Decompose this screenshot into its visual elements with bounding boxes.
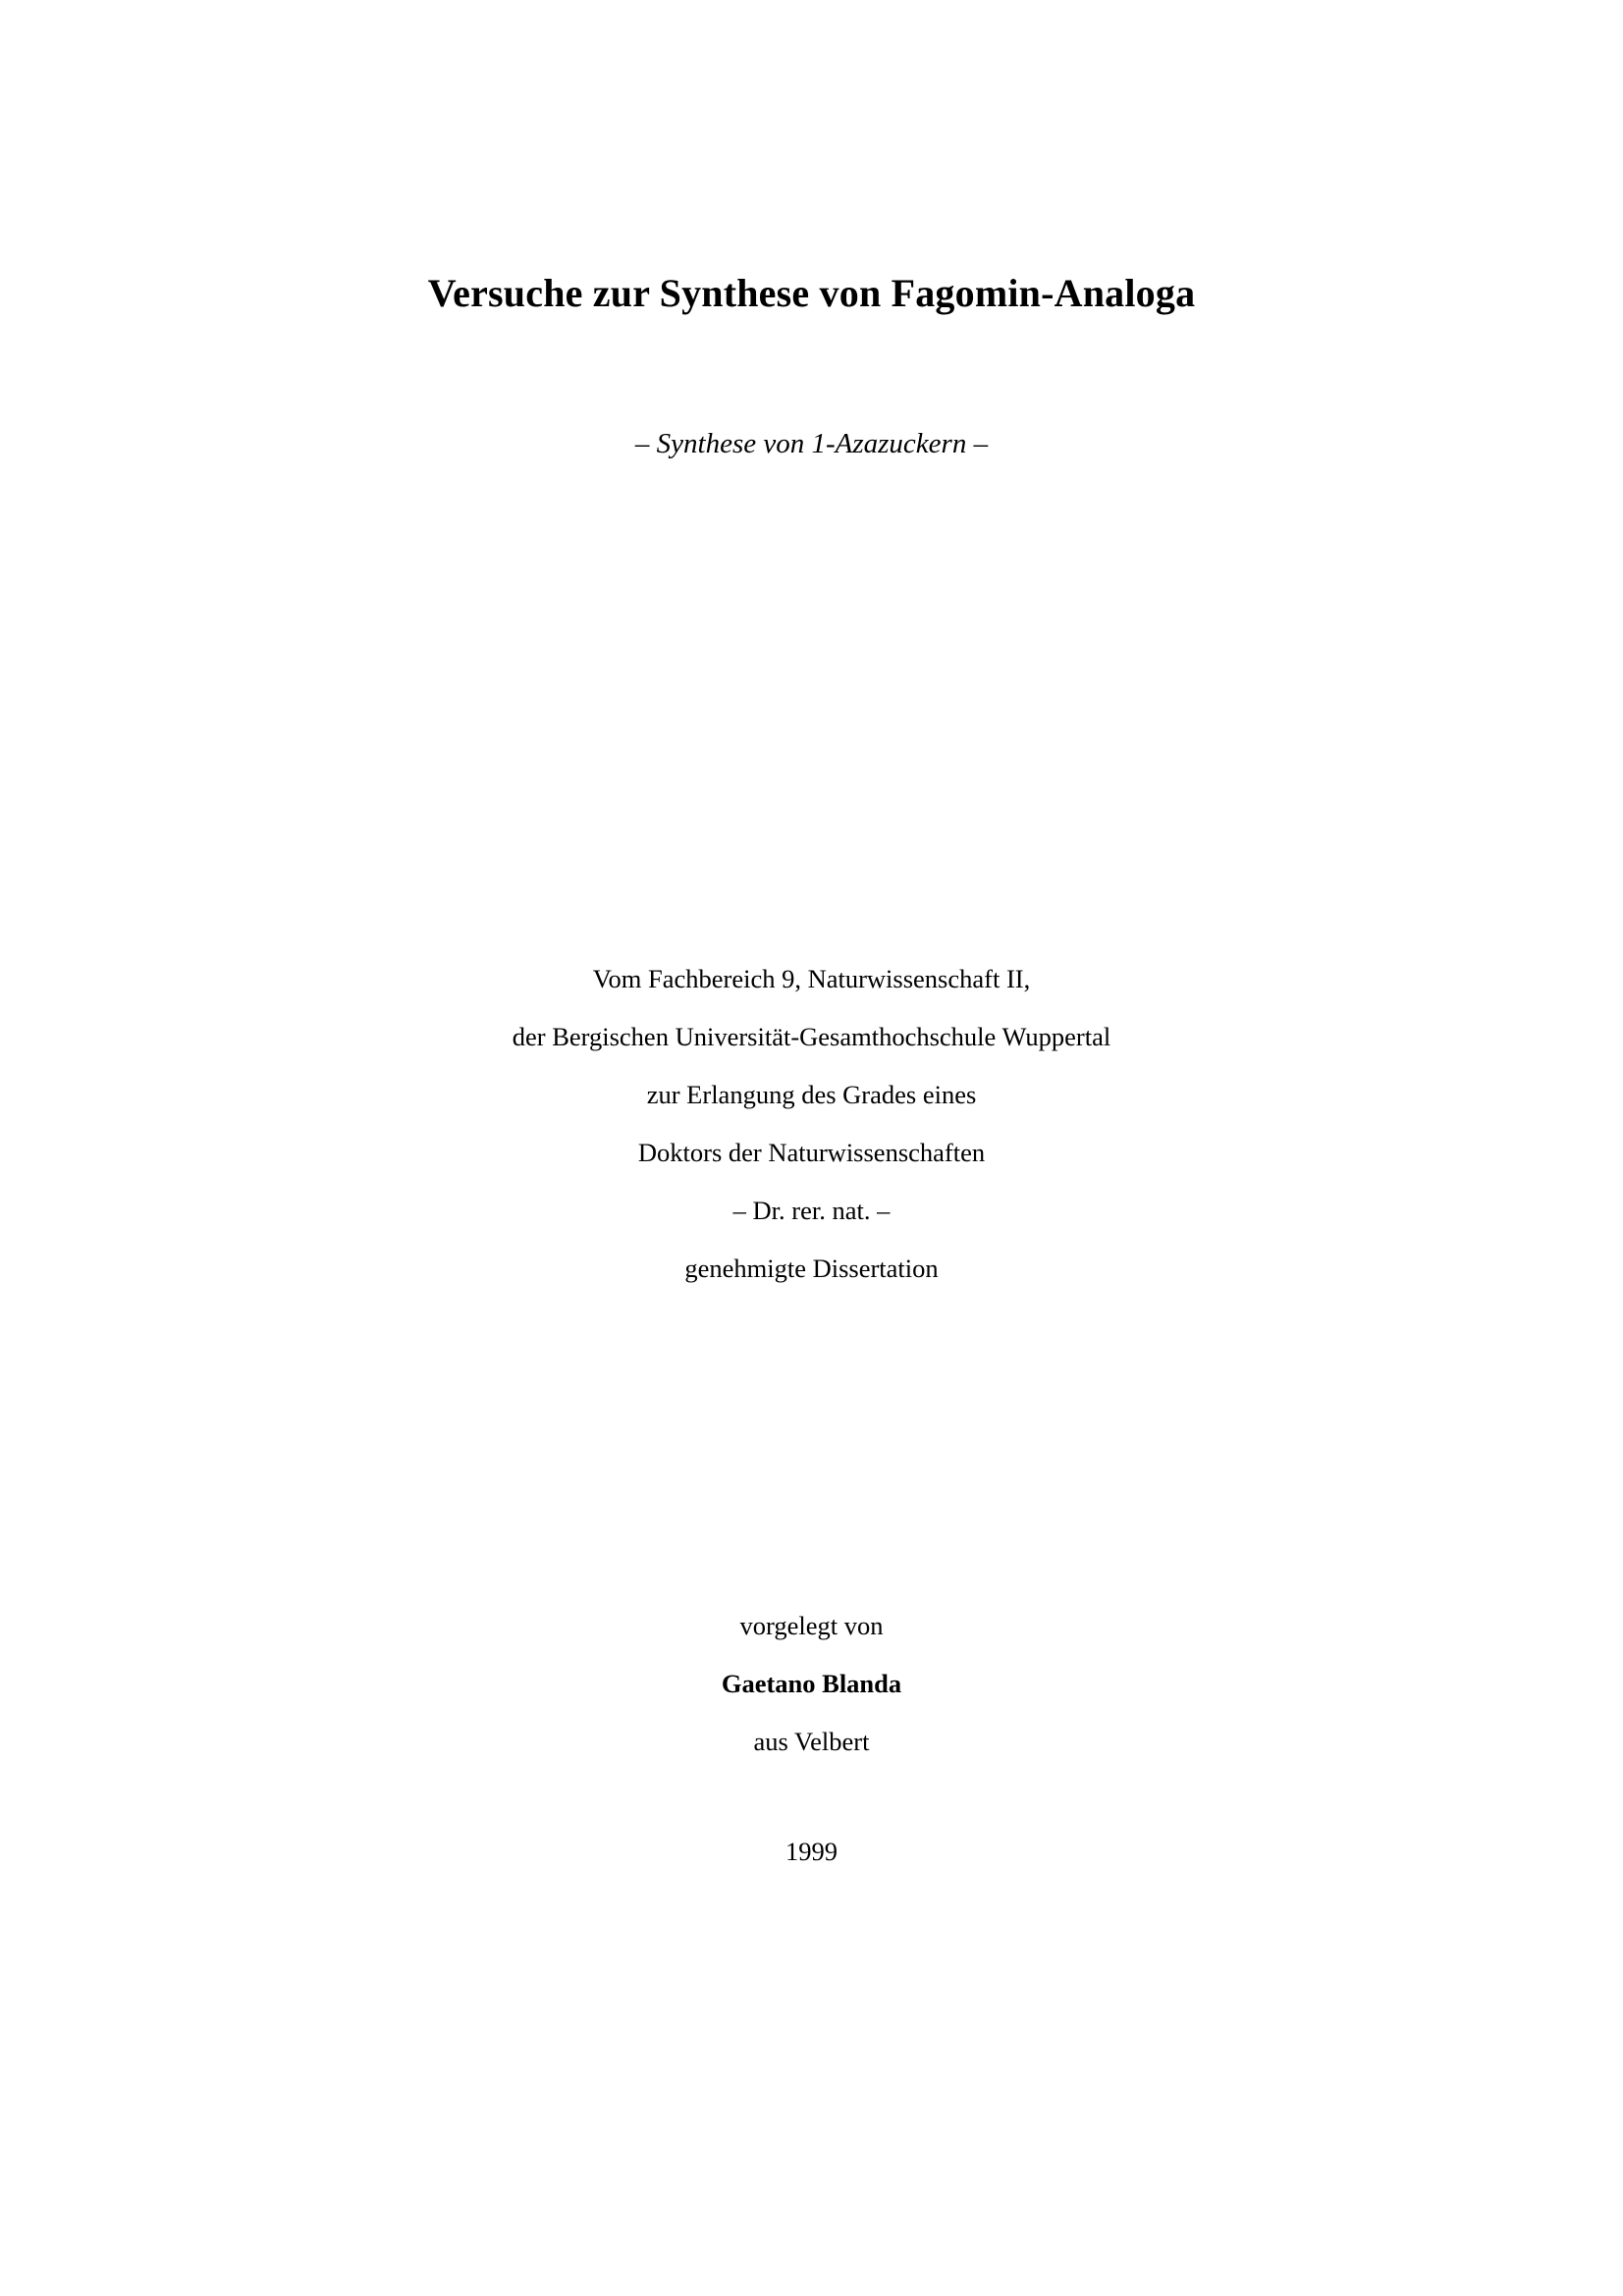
author-name: Gaetano Blanda [721, 1669, 902, 1698]
author-origin: aus Velbert [753, 1727, 870, 1756]
declaration-line-1: Vom Fachbereich 9, Naturwissenschaft II, [592, 964, 1031, 993]
page-title: Versuche zur Synthese von Fagomin-Analoga [427, 271, 1196, 315]
declaration-line-4: Doktors der Naturwissenschaften [637, 1138, 986, 1167]
declaration-line-6: genehmigte Dissertation [684, 1254, 939, 1283]
submitter-block [0, 1597, 1623, 1771]
declaration-line-5: – Dr. rer. nat. – [732, 1196, 891, 1225]
publication-year: 1999 [785, 1837, 838, 1866]
declaration-block [0, 950, 1623, 1298]
declaration-line-3: zur Erlangung des Grades eines [646, 1080, 977, 1109]
declaration-line-2: der Bergischen Universität-Gesamthochschule Wuppertal [512, 1022, 1111, 1051]
page-subtitle: – Synthese von 1-Azazuckern – [634, 428, 989, 459]
title-block [0, 270, 1623, 317]
submitted-by-label: vorgelegt von [739, 1611, 884, 1640]
